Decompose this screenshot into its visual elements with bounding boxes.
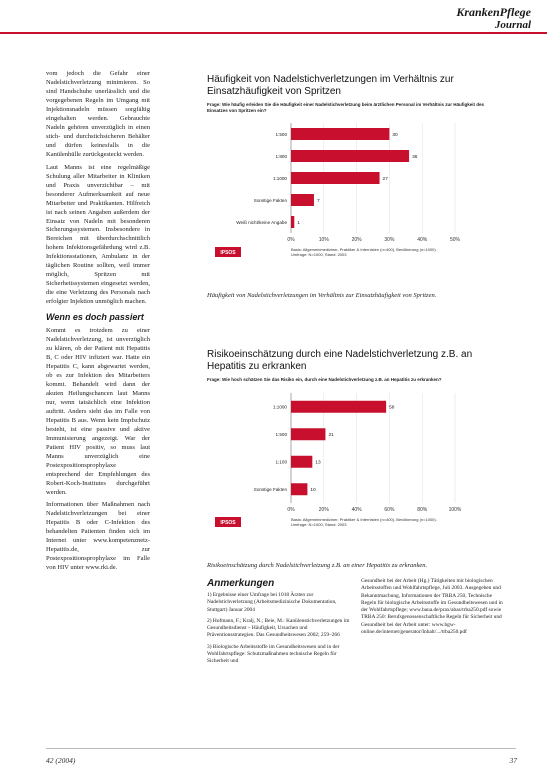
category-label: Weiß nicht/keine Angabe (236, 220, 287, 226)
data-label: 27 (382, 177, 388, 183)
figure-needlestick-frequency (205, 70, 503, 276)
x-tick-label: 20% (318, 506, 329, 513)
bar-chart (205, 117, 503, 267)
data-bar (291, 483, 307, 495)
category-label: 1:800 (275, 154, 287, 160)
x-tick-label: 40% (351, 506, 362, 513)
source-note: Basis: Allgemeinmediziner, Praktiker & Internisten (n=400), Bevölkerung (n=1000). (291, 516, 437, 522)
data-bar (291, 194, 314, 206)
x-tick-label: 30% (384, 237, 395, 244)
figure-question: Frage: Wie häufig erleiden Sie die Häufigkeit einer Nadelstichverletzung beim ärztlichen Personal im Verhältnis zur Häufigkeit des Einsatzes von Spritzen ein? (207, 102, 485, 113)
notes-section (207, 574, 507, 670)
reference-item: 1) Ergebnisse einer Umfrage bei 1018 Ärzten zur Nadelstichverletzung (Arbeitsmedizinische Dokumentation, Stuttgart) Januar 2004 (207, 592, 337, 613)
ipsos-logo-text: IPSOS (220, 519, 236, 526)
x-tick-label: 0% (287, 237, 295, 244)
data-label: 13 (315, 460, 321, 466)
source-note: Umfrage: N=1000, Stand: 2003 (291, 521, 347, 527)
article-body-column (46, 70, 150, 577)
figure-question: Frage: Wie hoch schätzen Sie das Risiko ein, durch eine Nadelstichverletzung z.B. an Hepatitis zu erkranken? (207, 377, 442, 382)
category-label: 1:1000 (272, 404, 287, 410)
issue-number: 42 (2004) (46, 756, 76, 765)
data-label: 7 (316, 199, 320, 205)
masthead-rule (0, 32, 547, 34)
category-label: 1:100 (275, 459, 287, 465)
x-tick-label: 50% (449, 237, 461, 244)
data-bar (291, 128, 389, 140)
data-bar (291, 216, 294, 228)
x-tick-label: 60% (384, 506, 395, 513)
section-heading: Wenn es doch passiert (46, 312, 144, 323)
x-tick-label: 0% (287, 506, 295, 513)
bar-chart (205, 387, 503, 537)
journal-masthead (456, 6, 531, 31)
x-tick-label: 40% (417, 237, 428, 244)
source-note: Basis: Allgemeinmediziner, Praktiker & Internisten (n=400), Bevölkerung (n=1000). (291, 247, 437, 253)
reference-item: 3) Biologische Arbeitsstoffe im Gesundheitswesen und in der Wohlfahrtspflege: Schutzmaßnahmen technische Regeln für Sicherheit und (207, 643, 340, 665)
data-label: 21 (328, 432, 334, 438)
source-note: Umfrage: N=1000, Stand: 2003 (291, 252, 347, 258)
reference-item: Gesundheit bei der Arbeit (Hg.) Tätigkeiten mit biologischen Arbeitsstoffen und Wohlfahrtspflege, Juli 2003. Ausgegeben und Bekanntmachung, Informationen der TRBA 250, Technische Regeln für biologische Arbeitsstoffe im Gesundheitswesen und in der Wohlfahrtspflege; www.baua.de/prax/abas/trba250.pdf sowie TRBA 250: Berufsgenossenschaftliche Regeln für Sicherheit und Gesundheit bei der Arbeit unter: www.bgw-online.de/internet/generator/Inhalt/.../trba250.pdf (361, 578, 503, 636)
masthead-title: KrankenPflege (456, 5, 531, 19)
x-tick-label: 20% (351, 237, 362, 244)
x-tick-label: 100% (448, 506, 462, 513)
figure-title: Häufigkeit von Nadelstichverletzungen im Verhältnis zur Einsatzhäufigkeit von Spritzen (207, 74, 454, 97)
data-bar (291, 150, 409, 162)
data-bar (291, 172, 380, 184)
footer-rule (46, 748, 516, 749)
body-paragraph: Laut Manns ist eine regelmäßige Schulung aller Mitarbeiter in Kliniken und Praxis unverzichtbar – mit besonderer Aufmerksamkeit auf neue Mitarbeiter und Praktikanten. Hilfreich ist nach seinen Angaben außerdem der Einsatz von Nadeln mit besonderen Sicherungssystemen. Insbesondere in Bereichen mit überdurchschnittlich hohem Infektionsgefährdung wird z.B. Infektionsstationen, Ambulanz in der täglichen Routine sollten, weil immer möglich, Spritzen mit Sicherheitssystemen eingesetzt werden, die eine Verletzung des Personals nach erfolgter Injektion unmöglich machen. (46, 163, 150, 306)
notes-heading: Anmerkungen (207, 578, 275, 589)
category-label: 1:500 (275, 132, 287, 138)
data-label: 30 (392, 133, 398, 139)
data-bar (291, 455, 312, 467)
figure-caption: Risikoeinschätzung durch Nadelstichverletzung z.B. an einer Hepatitis zu erkranken. (207, 562, 428, 569)
category-label: 1:500 (275, 431, 287, 437)
notes-column-left (207, 592, 353, 670)
figure-risk-estimate (205, 345, 503, 553)
body-paragraph: Informationen über Maßnahmen nach Nadelstichverletzungen bei einer Hepatitis B oder C-Infektion des behandelten Patienten finden sich im Internet unter www.kompetenznetz-Hepatitis.de, zur Postexpositionsprophylaxe im Falle von HIV unter www.rki.de. (46, 501, 150, 572)
category-label: 1:1000 (272, 176, 287, 182)
data-label: 10 (310, 487, 316, 493)
data-label: 58 (389, 405, 395, 411)
data-bar (291, 400, 386, 412)
page-number: 37 (509, 756, 517, 765)
data-bar (291, 428, 325, 440)
notes-column-right (361, 578, 507, 670)
category-label: Sonstige Fakten (253, 198, 287, 204)
category-label: Sonstige Fakten (253, 486, 287, 492)
x-tick-label: 10% (318, 237, 329, 244)
data-label: 1 (297, 221, 300, 227)
masthead-subtitle: Journal (494, 19, 531, 32)
x-tick-label: 80% (417, 506, 428, 513)
figure-caption: Häufigkeit von Nadelstichverletzungen im Verhältnis zur Einsatzhäufigkeit von Spritzen. (207, 292, 437, 299)
body-paragraph: Kommt es trotzdem zu einer Nadelstichverletzung, ist unverzüglich zu klären, ob der Patient mit Hepatitis B, C oder HIV infiziert war. Hatte ein Hepatitis C, kann abgewartet werden, ob es zur Infektion des Mitarbeiters kommt. Behandelt wird dann der akuten Heilungschancen laut Manns nur, wenn tatsächlich eine Infektion auftritt. Anders sieht das im Falle von Hepatitis B aus. Wenn kein Impfschutz besteht, ist eine passive und aktive Immunisierung angezeigt. War der Patient HIV positiv, so muss laut Manns unverzüglich eine Postexpositionsprophylaxe entsprechend der Empfehlungen des Robert-Koch-Institutes durchgeführt werden. (46, 327, 150, 496)
ipsos-logo-text: IPSOS (220, 250, 236, 257)
figure-title: Risikoeinschätzung durch eine Nadelstichverletzung z.B. an Hepatitis zu erkranken (207, 349, 473, 372)
reference-item: 2) Hofmann, F.; Kralj, N.; Beie, M.: Kanülenstichverletzungen im Gesundheitsdienst – Häufigkeit, Ursachen und Präventionsstrategien. Das Gesundheitswesen 2002; 259–266 (207, 617, 350, 639)
body-paragraph: vom jedoch die Gefahr einer Nadelstichverletzung minimieren. So sind Handschuhe unerlässlich und die vorgegebenen Regeln im Umgang mit Injektionsnadeln müssen sorgfältig eingehalten werden. Gebrauchte Nadeln gehören unverzüglich in einen stich- und durchstichsicheren Behälter und dürfen keinesfalls in die Kanülenhülle zurückgesteckt werden. (46, 70, 150, 158)
data-label: 36 (412, 155, 418, 161)
